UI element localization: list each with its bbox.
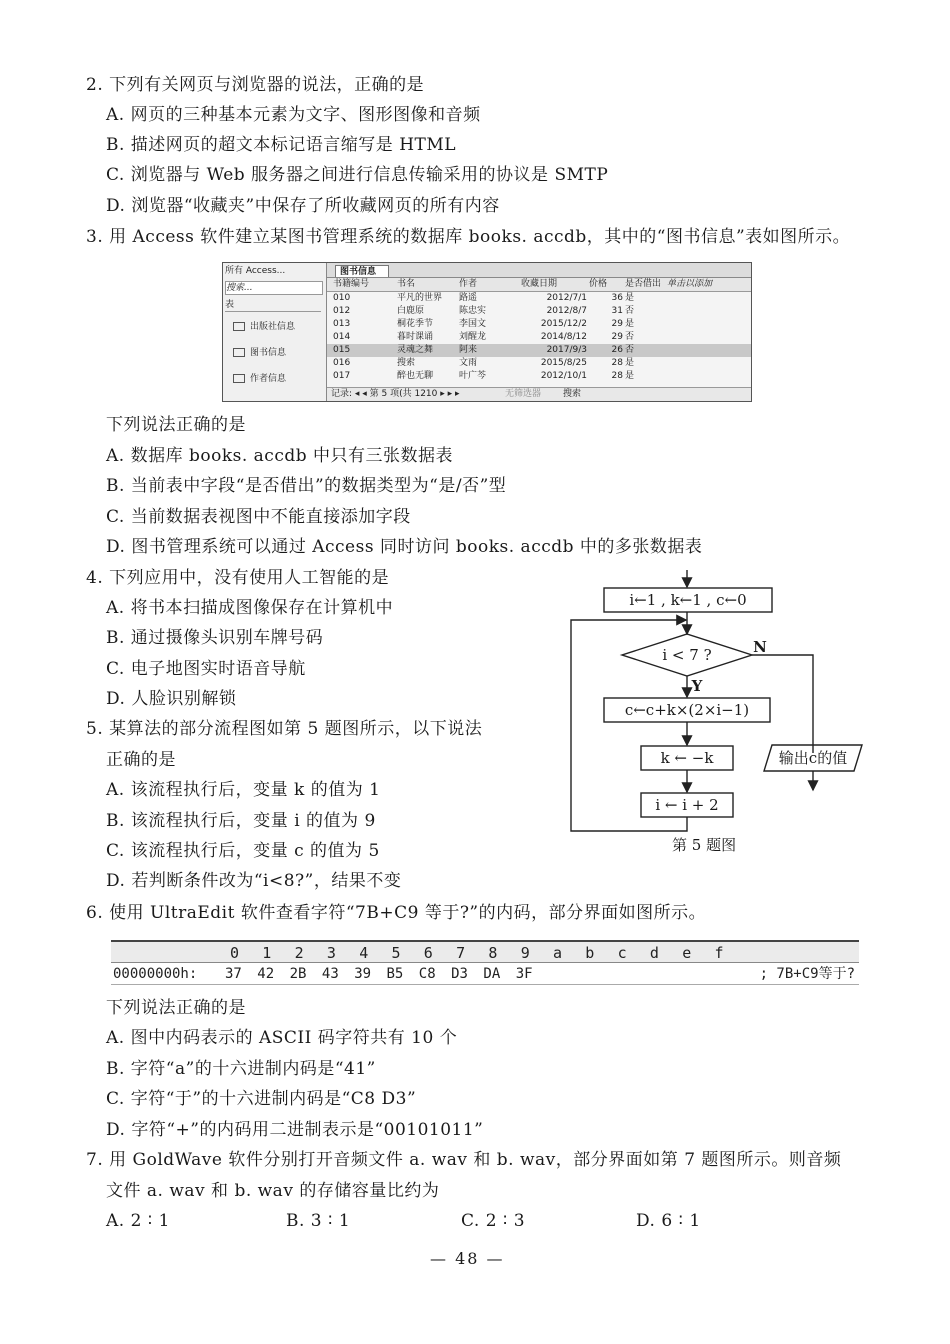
datasheet-cell: 否 — [625, 306, 635, 316]
q3-option-a: A. 数据库 books. accdb 中只有三张数据表 — [106, 446, 454, 466]
hex-byte: C8 — [418, 966, 436, 982]
hex-byte: B5 — [386, 966, 404, 982]
datasheet-column-header: 价格 — [589, 279, 608, 289]
datasheet-cell: 否 — [625, 332, 635, 342]
hex-byte: 43 — [321, 966, 339, 982]
datasheet-cell: 路遥 — [459, 293, 478, 303]
ultraedit-hex-view — [111, 940, 859, 984]
q3-option-d: D. 图书管理系统可以通过 Access 同时访问 books. accdb 中的多张数据表 — [106, 537, 703, 557]
hex-column-label: e — [682, 944, 692, 962]
datasheet-cell: 26 — [611, 345, 623, 355]
hex-column-label: d — [649, 944, 659, 962]
hex-address: 00000000h: — [113, 966, 198, 982]
q2-option-a: A. 网页的三种基本元素为文字、图形图像和音频 — [106, 105, 481, 125]
q4-option-a: A. 将书本扫描成图像保存在计算机中 — [106, 598, 394, 618]
datasheet-header-row — [327, 278, 751, 292]
nav-group: 表 — [225, 299, 321, 312]
datasheet-cell: 阿来 — [459, 345, 478, 355]
hex-byte: 39 — [354, 966, 372, 982]
datasheet-cell: 灵魂之舞 — [397, 345, 434, 355]
datasheet-column-header: 书籍编号 — [333, 279, 370, 289]
hex-column-label: 5 — [391, 944, 401, 962]
hex-column-header — [111, 942, 859, 963]
datasheet-cell: 否 — [625, 345, 635, 355]
hex-byte: 3F — [515, 966, 533, 982]
hex-column-label: 8 — [488, 944, 498, 962]
datasheet-cell: 醉也无聊 — [397, 371, 434, 381]
datasheet-cell: 017 — [333, 371, 351, 381]
datasheet-cell: 刘醒龙 — [459, 332, 487, 342]
table-icon — [233, 322, 245, 331]
q6-prompt: 下列说法正确的是 — [106, 998, 246, 1018]
datasheet-column-header: 单击以添加 — [667, 279, 713, 289]
access-screenshot — [222, 262, 752, 402]
q7-stem-line1: 7. 用 GoldWave 软件分别打开音频文件 a. wav 和 b. wav，部分界面如第 7 题图所示。则音频 — [86, 1150, 842, 1170]
q7-option-b: B. 3 ∶ 1 — [286, 1211, 351, 1231]
q2-option-c: C. 浏览器与 Web 服务器之间进行信息传输采用的协议是 SMTP — [106, 165, 609, 185]
hex-column-label: 3 — [326, 944, 336, 962]
q5-option-a: A. 该流程执行后，变量 k 的值为 1 — [106, 780, 381, 800]
datasheet-cell: 暮时课诵 — [397, 332, 434, 342]
access-status-bar — [327, 387, 751, 401]
nav-item-authors: 作者信息 — [233, 373, 286, 385]
datasheet-cell: 桐花季节 — [397, 319, 434, 329]
datasheet-cell: 2012/8/7 — [546, 306, 587, 316]
hex-byte: 42 — [257, 966, 275, 982]
q6-option-a: A. 图中内码表示的 ASCII 码字符共有 10 个 — [106, 1028, 458, 1048]
datasheet-cell: 014 — [333, 332, 351, 342]
q2-option-d: D. 浏览器“收藏夹”中保存了所收藏网页的所有内容 — [106, 196, 500, 216]
q5-option-b: B. 该流程执行后，变量 i 的值为 9 — [106, 811, 376, 831]
datasheet-cell: 2014/8/12 — [540, 332, 587, 342]
q6-stem: 6. 使用 UltraEdit 软件查看字符“7B+C9 等于?”的内码，部分界面如图所示。 — [86, 903, 707, 923]
datasheet-cell: 29 — [611, 332, 623, 342]
datasheet-cell: 2015/12/2 — [540, 319, 587, 329]
q5-option-d: D. 若判断条件改为“i<8?”，结果不变 — [106, 871, 402, 891]
q5-flowchart — [560, 568, 870, 838]
q7-stem-line2: 文件 a. wav 和 b. wav 的存储容量比约为 — [106, 1181, 440, 1201]
access-nav-pane — [223, 263, 327, 401]
q7-option-a: A. 2 ∶ 1 — [106, 1211, 170, 1231]
nav-item-books: 图书信息 — [233, 347, 286, 359]
table-icon — [233, 348, 245, 357]
q6-option-b: B. 字符“a”的十六进制内码是“41” — [106, 1059, 376, 1079]
q6-option-d: D. 字符“+”的内码用二进制表示是“00101011” — [106, 1120, 484, 1140]
tab-book-info: 图书信息 — [335, 265, 389, 277]
flow-step2-text: k ← −k — [660, 749, 714, 767]
datasheet-cell: 2012/10/1 — [540, 371, 587, 381]
flow-step1-text: c←c+k×(2×i−1) — [624, 701, 750, 719]
hex-data-row — [111, 963, 859, 985]
datasheet-row — [327, 331, 751, 344]
datasheet-cell: 36 — [611, 293, 623, 303]
datasheet-cell: 010 — [333, 293, 351, 303]
hex-column-label: 6 — [423, 944, 433, 962]
hex-column-label: a — [553, 944, 563, 962]
q7-option-d: D. 6 ∶ 1 — [636, 1211, 701, 1231]
flow-init-text: i←1 , k←1 , c←0 — [629, 591, 747, 609]
q5-stem-line1: 5. 某算法的部分流程图如第 5 题图所示，以下说法 — [86, 719, 483, 739]
hex-column-label: b — [585, 944, 595, 962]
q3-stem: 3. 用 Access 软件建立某图书管理系统的数据库 books. accdb，其中的“图书信息”表如图所示。 — [86, 227, 851, 247]
datasheet-row — [327, 318, 751, 331]
nav-search: 搜索... — [225, 281, 323, 295]
q4-stem: 4. 下列应用中，没有使用人工智能的是 — [86, 568, 390, 588]
datasheet-cell: 015 — [333, 345, 351, 355]
hex-byte: D3 — [451, 966, 468, 982]
datasheet-cell: 搜索 — [397, 358, 416, 368]
filter-status: 无筛选器 — [505, 389, 542, 399]
flow-output-text: 输出c的值 — [778, 749, 848, 767]
hex-byte: 2B — [289, 966, 307, 982]
datasheet-cell: 李国文 — [459, 319, 487, 329]
datasheet-cell: 016 — [333, 358, 351, 368]
hex-column-label: 4 — [359, 944, 369, 962]
datasheet-cell: 白鹿原 — [397, 306, 425, 316]
datasheet-row — [327, 292, 751, 305]
q5-option-c: C. 该流程执行后，变量 c 的值为 5 — [106, 841, 380, 861]
datasheet-column-header: 书名 — [397, 279, 416, 289]
table-icon — [233, 374, 245, 383]
datasheet-cell: 2012/7/1 — [546, 293, 587, 303]
q4-option-b: B. 通过摄像头识别车牌号码 — [106, 628, 324, 648]
hex-byte: 37 — [225, 966, 242, 982]
fig5-caption: 第 5 题图 — [672, 836, 737, 854]
hex-column-label: 7 — [456, 944, 466, 962]
access-tab-bar — [327, 263, 751, 278]
q4-option-d: D. 人脸识别解锁 — [106, 689, 237, 709]
datasheet-column-header: 是否借出 — [625, 279, 662, 289]
hex-column-label: f — [714, 944, 724, 962]
datasheet-cell: 31 — [611, 306, 623, 316]
flow-step3-text: i ← i + 2 — [655, 796, 719, 814]
datasheet-row — [327, 370, 751, 383]
datasheet-cell: 是 — [625, 358, 635, 368]
datasheet-cell: 叶广芩 — [459, 371, 487, 381]
datasheet-cell: 2015/8/25 — [540, 358, 587, 368]
q6-option-c: C. 字符“于”的十六进制内码是“C8 D3” — [106, 1089, 417, 1109]
page-number: — 48 — — [430, 1249, 505, 1268]
datasheet-row — [327, 305, 751, 318]
q5-stem-line2: 正确的是 — [106, 750, 176, 770]
nav-item-publisher: 出版社信息 — [233, 321, 295, 333]
q2-stem: 2. 下列有关网页与浏览器的说法，正确的是 — [86, 75, 425, 95]
datasheet-cell: 是 — [625, 319, 635, 329]
record-navigator: 记录: ◂ ◂ 第 5 项(共 1210 ▸ ▸ ▸ — [331, 389, 460, 399]
hex-column-label: 9 — [520, 944, 530, 962]
q3-prompt: 下列说法正确的是 — [106, 415, 246, 435]
datasheet-cell: 是 — [625, 293, 635, 303]
datasheet-cell: 陈忠实 — [459, 306, 487, 316]
datasheet-row — [327, 344, 751, 357]
hex-ascii: ; 7B+C9等于? — [759, 966, 855, 982]
hex-column-label: 1 — [262, 944, 272, 962]
nav-header: 所有 Access... — [225, 266, 286, 276]
datasheet-cell: 29 — [611, 319, 623, 329]
datasheet-row — [327, 357, 751, 370]
q4-option-c: C. 电子地图实时语音导航 — [106, 659, 306, 679]
flow-yes-label: Y — [691, 677, 703, 695]
datasheet-cell: 2017/9/3 — [546, 345, 587, 355]
hex-column-label: 0 — [230, 944, 240, 962]
datasheet-cell: 平凡的世界 — [397, 293, 443, 303]
hex-column-label: c — [617, 944, 627, 962]
q2-option-b: B. 描述网页的超文本标记语言缩写是 HTML — [106, 135, 457, 155]
datasheet-cell: 28 — [611, 358, 623, 368]
status-search: 搜索 — [563, 389, 582, 399]
datasheet-cell: 是 — [625, 371, 635, 381]
datasheet-cell: 28 — [611, 371, 623, 381]
hex-byte: DA — [483, 966, 501, 982]
datasheet-cell: 013 — [333, 319, 351, 329]
q3-option-b: B. 当前表中字段“是否借出”的数据类型为“是/否”型 — [106, 476, 507, 496]
flow-condition-text: i < 7 ? — [662, 646, 712, 664]
datasheet-cell: 012 — [333, 306, 351, 316]
datasheet-cell: 文雨 — [459, 358, 478, 368]
datasheet-column-header: 作者 — [459, 279, 478, 289]
hex-column-label: 2 — [294, 944, 304, 962]
flow-no-label: N — [753, 638, 767, 656]
q7-option-c: C. 2 ∶ 3 — [461, 1211, 526, 1231]
q3-option-c: C. 当前数据表视图中不能直接添加字段 — [106, 507, 411, 527]
datasheet-column-header: 收藏日期 — [521, 279, 558, 289]
